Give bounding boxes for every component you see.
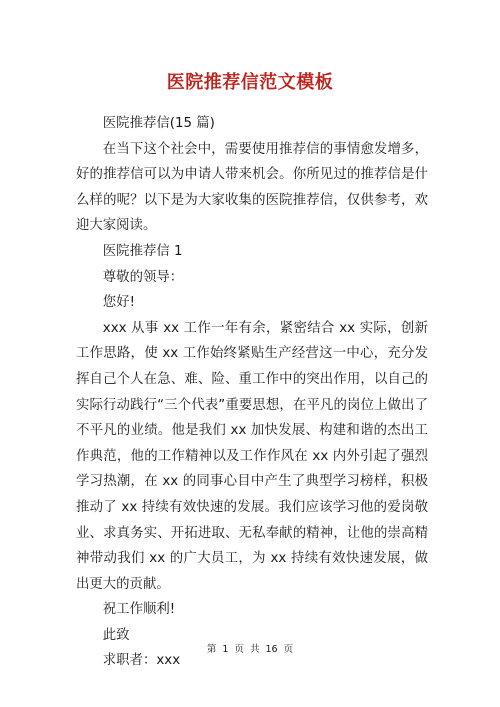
document-body: [76, 111, 428, 674]
page-footer: 第 1 页 共 16 页: [206, 644, 294, 655]
salutation: 尊敬的领导：: [102, 269, 184, 285]
closing-regards: 此致: [102, 627, 130, 643]
closing-wish: 祝工作顺利!: [102, 602, 176, 618]
signature-line: 求职者：xxx: [102, 653, 181, 669]
document-title: 医院推荐信范文模板: [166, 72, 334, 93]
greeting: 您好!: [102, 295, 135, 311]
intro-paragraph: 在当下这个社会中，需要使用推荐信的事情愈发增多，好的推荐信可以为申请人带来机会。你所见过的推荐信是什么样的呢？以下是为大家收集的医院推荐信，仅供参考，欢迎大家阅读。: [76, 141, 428, 234]
subtitle-paragraph: 医院推荐信(15 篇): [102, 116, 215, 131]
letter-heading: 医院推荐信 1: [102, 243, 183, 259]
letter-body-paragraph: xxx 从事 xx 工作一年有余，紧密结合 xx 实际，创新工作思路，使 xx 工作始终紧贴生产经营这一中心，充分发挥自己个人在急、难、险、重工作中的突出作用，以自己的实际行动践行“三个代表”重要思想，在平凡的岗位上做出了不平凡的业绩。他是我们 xx 加快发展、构建和谐的杰出工作典范，他的工作精神以及工作作风在 xx 内外引起了强烈学习热潮，在 xx 的同事心目中产生了典型学习榜样，积极推动了 xx 持续有效快速的发展。我们应该学习他的爱岗敬业、求真务实、开拓进取、无私奉献的精神，让他的崇高精神带动我们 xx 的广大员工，为 xx 持续有效快速发展，做出更大的贡献。: [76, 320, 428, 592]
